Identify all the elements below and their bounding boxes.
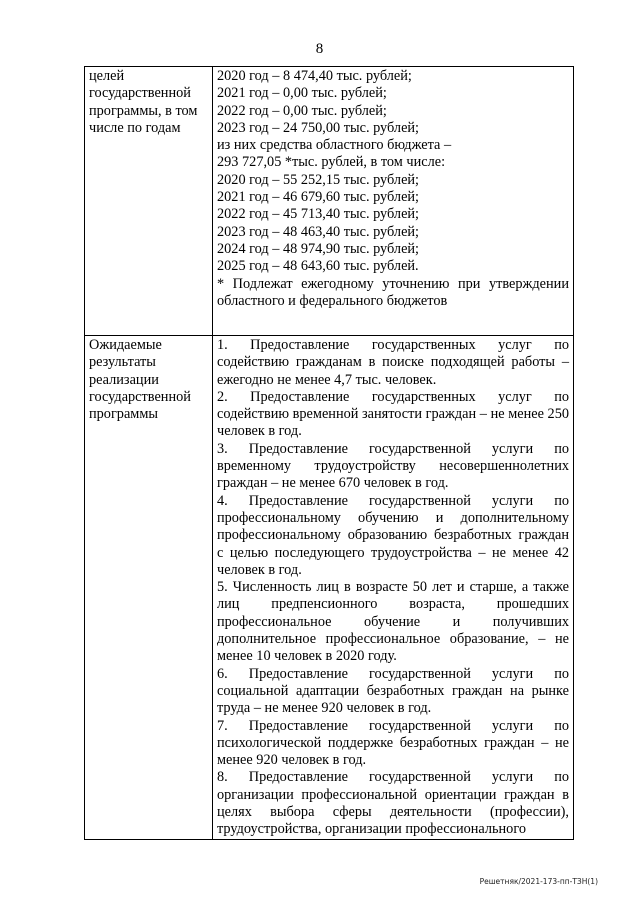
document-reference: Решетняк/2021-173-пп-ТЗН(1): [479, 877, 598, 886]
label-line: программы: [89, 406, 159, 423]
content-line: 2023 год – 48 463,40 тыс. рублей;: [217, 223, 420, 240]
table-row: [85, 67, 574, 336]
label-line: результаты: [89, 354, 156, 371]
label-line: целей: [89, 68, 125, 84]
content-line: 2020 год – 8 474,40 тыс. рублей;: [217, 68, 412, 84]
content-line: 2022 год – 45 713,40 тыс. рублей;: [217, 206, 420, 223]
content-line: 2024 год – 48 974,90 тыс. рублей;: [217, 240, 420, 257]
content-line: 2023 год – 24 750,00 тыс. рублей;: [217, 119, 420, 136]
content-line: 293 727,05 *тыс. рублей, в том числе:: [217, 154, 446, 171]
label-line: программы, в том: [89, 102, 198, 119]
result-item: 3. Предоставление государственной услуги по временному трудоустройству несовершеннолетних граждан – не менее 670 человек в год.: [217, 440, 569, 492]
content-line: 2020 год – 55 252,15 тыс. рублей;: [217, 171, 420, 188]
program-passport-table: [84, 66, 574, 840]
content-line: 2025 год – 48 643,60 тыс. рублей.: [217, 258, 419, 275]
content-line: из них средства областного бюджета –: [217, 137, 452, 154]
row-label: [85, 336, 213, 840]
result-item: 2. Предоставление государственных услуг по содействию временной занятости граждан – не менее 250 человек в год.: [217, 388, 569, 440]
table-row: [85, 336, 574, 840]
page-number: 8: [315, 41, 324, 57]
label-line: государственной: [89, 388, 191, 405]
row-label: [85, 67, 213, 336]
result-item: 8. Предоставление государственной услуги по организации профессиональной ориентации граждан в целях выбора сферы деятельности (профессии), трудоустройства, организации профессионального: [217, 769, 569, 838]
result-item: 6. Предоставление государственной услуги по социальной адаптации безработных граждан на рынке труда – не менее 920 человек в год.: [217, 665, 569, 717]
label-line: числе по годам: [89, 119, 181, 136]
label-line: государственной: [89, 85, 191, 102]
content-line: 2021 год – 0,00 тыс. рублей;: [217, 85, 387, 102]
row-content: [213, 336, 574, 840]
result-item: 5. Численность лиц в возрасте 50 лет и старше, а также лиц предпенсионного возраста, прошедших профессиональное обучение и получивших дополнительное профессиональное образование, – не менее 10 человек в 2020 году.: [217, 579, 569, 665]
label-line: реализации: [89, 371, 159, 388]
result-item: 1. Предоставление государственных услуг по содействию гражданам в поиске подходящей работы – ежегодно не менее 4,7 тыс. человек.: [217, 337, 569, 388]
label-line: Ожидаемые: [89, 337, 162, 353]
content-line: 2022 год – 0,00 тыс. рублей;: [217, 102, 387, 119]
result-item: 4. Предоставление государственной услуги по профессиональному обучению и дополнительному профессиональному образованию безработных граждан с целью последующего трудоустройства – не менее 42 человек в год.: [217, 492, 569, 578]
row-content: [213, 67, 574, 336]
result-item: 7. Предоставление государственной услуги по психологической поддержке безработных граждан – не менее 920 человек в год.: [217, 717, 569, 769]
footnote: * Подлежат ежегодному уточнению при утверждении областного и федерального бюджетов: [217, 275, 569, 309]
content-line: 2021 год – 46 679,60 тыс. рублей;: [217, 189, 420, 206]
